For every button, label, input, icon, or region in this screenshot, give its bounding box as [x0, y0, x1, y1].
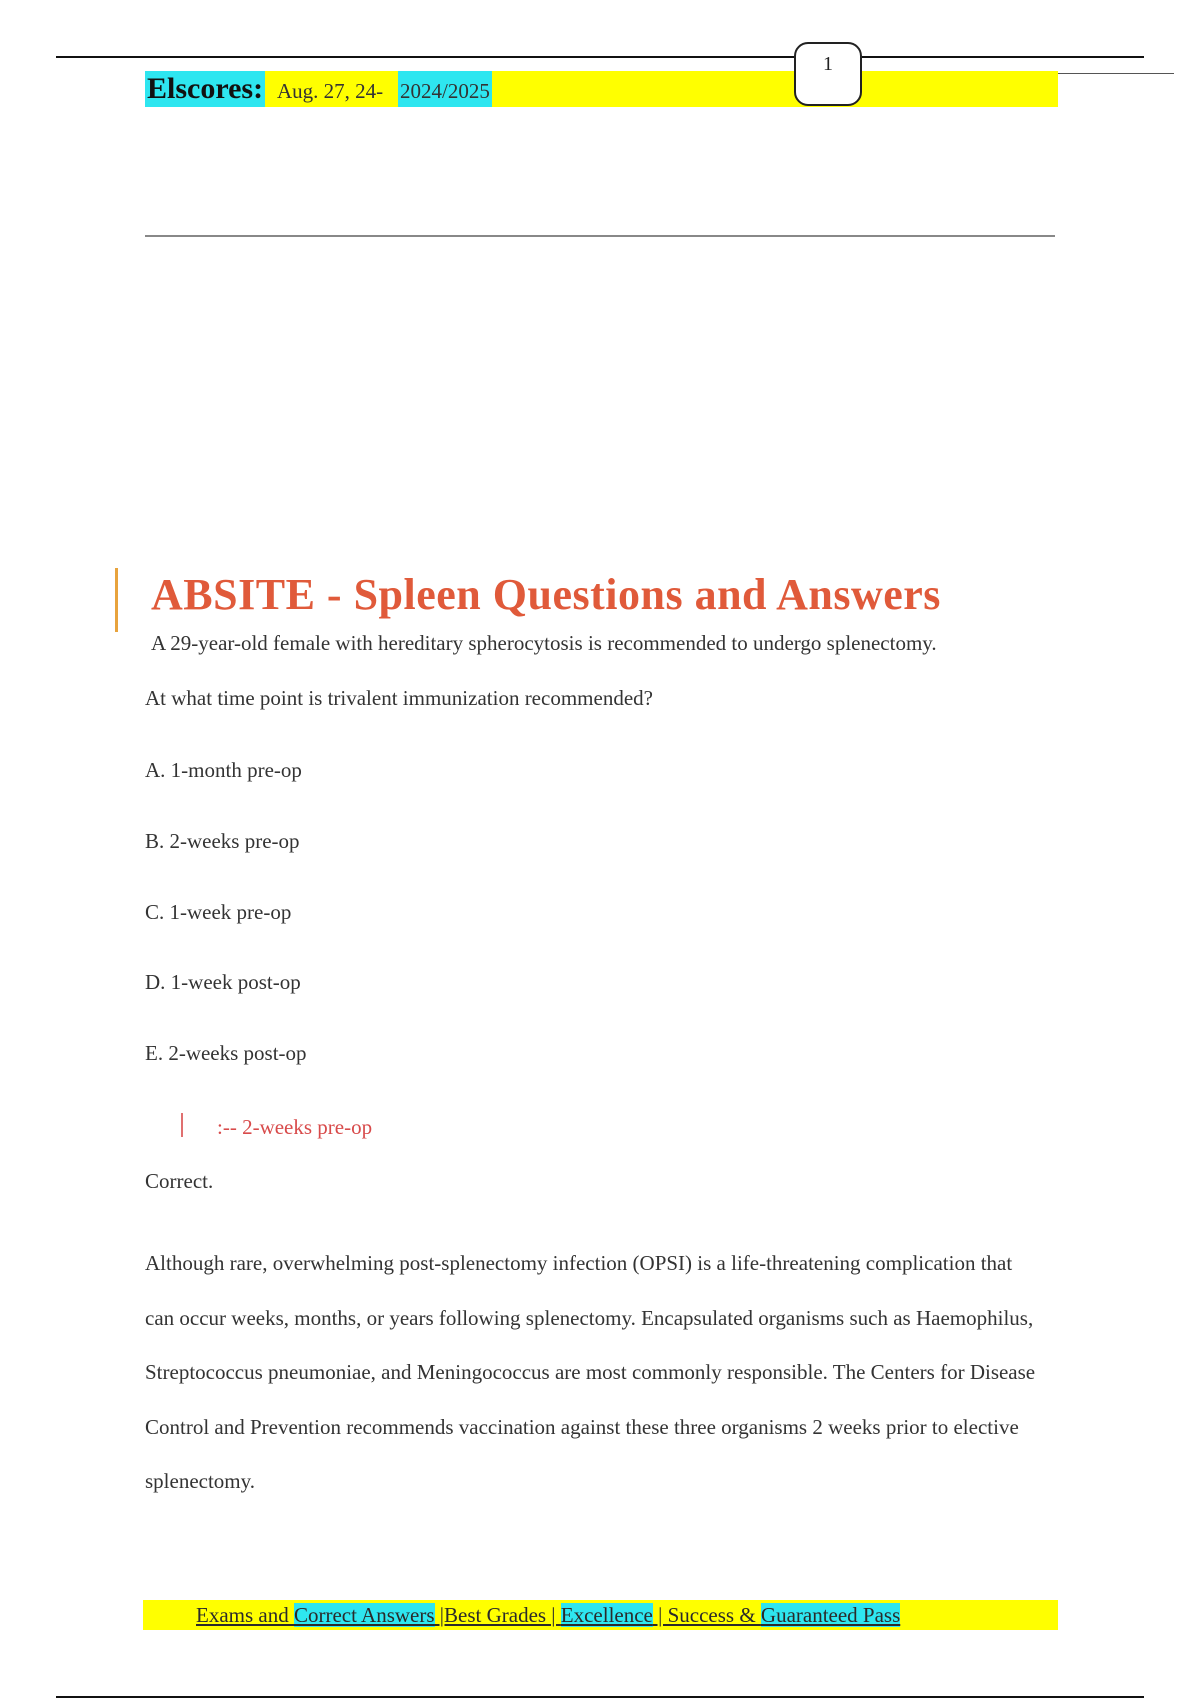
verdict-text: Correct.: [145, 1169, 214, 1193]
page-number: 1: [794, 42, 862, 106]
question-line-1: A 29-year-old female with hereditary spherocytosis is recommended to undergo splenectomy.: [151, 631, 937, 655]
top-rule: [56, 56, 1144, 58]
answer-text: :-- 2-weeks pre-op: [217, 1115, 373, 1139]
footer-part-2: Correct Answers: [293, 1603, 435, 1627]
top-rule-extension: [1040, 73, 1174, 74]
option-a: A. 1-month pre-op: [145, 758, 302, 782]
footer-part-4: Excellence: [560, 1603, 653, 1627]
answer-accent-bar: [181, 1113, 183, 1137]
option-e: E. 2-weeks post-op: [145, 1041, 307, 1065]
document-title: ABSITE - Spleen Questions and Answers: [151, 570, 941, 619]
explanation-paragraph: Although rare, overwhelming post-splenectomy infection (OPSI) is a life-threatening complication that can occur weeks, months, or years following splenectomy. Encapsulated organisms such as Haemophilus, Streptococcus pneumoniae, and Meningococcus are most commonly responsible. The Centers for Disease Control and Prevention recommends vaccination against these three organisms 2 weeks prior to elective splenectomy.: [145, 1251, 1036, 1493]
question-line-2: At what time point is trivalent immunization recommended?: [145, 686, 653, 710]
footer-tagline: [196, 1600, 900, 1630]
footer-part-3: |Best Grades |: [434, 1603, 561, 1627]
header-year: 2024/2025: [398, 71, 492, 107]
option-d: D. 1-week post-op: [145, 970, 301, 994]
bottom-rule: [56, 1696, 1144, 1698]
option-b: B. 2-weeks pre-op: [145, 829, 300, 853]
footer-part-5: | Success &: [652, 1603, 761, 1627]
footer-part-6: Guaranteed Pass: [760, 1603, 901, 1627]
header-title: Elscores:: [147, 72, 264, 105]
header-date: Aug. 27, 24-: [277, 79, 384, 103]
title-accent-bar: [115, 568, 118, 632]
header-divider: [145, 235, 1055, 237]
option-c: C. 1-week pre-op: [145, 900, 292, 924]
footer-part-1: Exams and: [196, 1603, 294, 1627]
